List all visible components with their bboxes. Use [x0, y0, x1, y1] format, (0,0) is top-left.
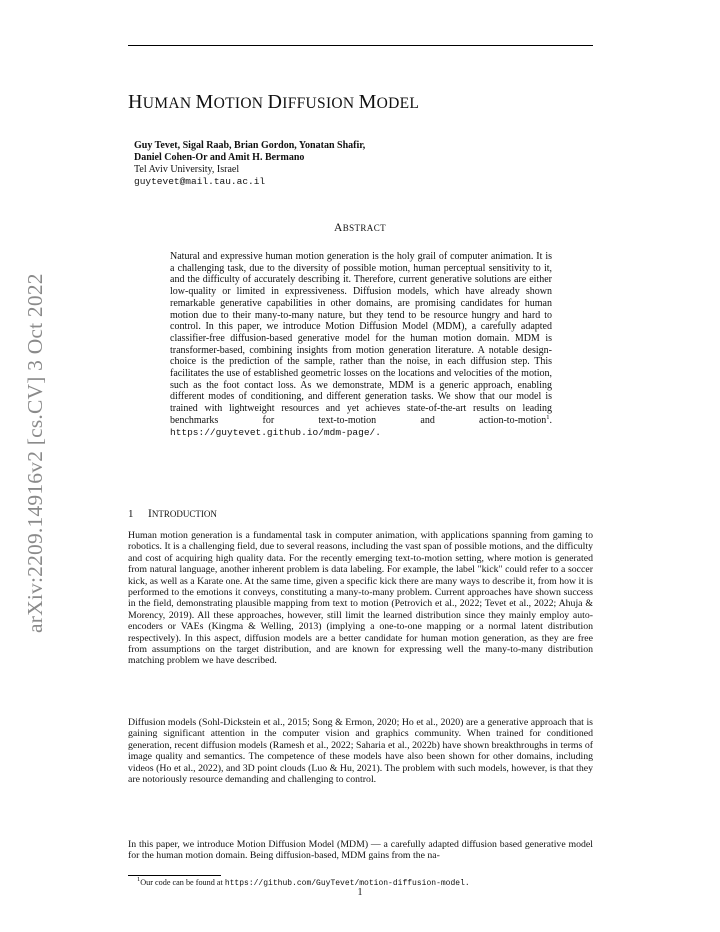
top-rule: [128, 45, 593, 46]
arxiv-stamp: arXiv:2209.14916v2 [cs.CV] 3 Oct 2022: [23, 273, 47, 633]
abstract-body: Natural and expressive human motion generation is the holy grail of computer animation. It is a challenging task, due to the diversity of possible motion, human perceptual sensitivity to it, and the difficulty of accurately describing it. Therefore, current generative solutions are either low-quality or limited in expressiveness. Diffusion models, which have already shown remarkable generative capabilities in other domains, are promising candidates for human motion due to their many-to-many nature, but they tend to be resource hungry and hard to control. In this paper, we introduce Motion Diffusion Model (MDM), a carefully adapted classifier-free diffusion-based generative model for the human motion domain. MDM is transformer-based, combining insights from motion generation literature. A notable design-choice is the prediction of the sample, rather than the noise, in each diffusion step. This facilitates the use of established geometric losses on the locations and velocities of the motion, such as the foot contact loss. As we demonstrate, MDM is a generic approach, enabling different modes of conditioning, and different generation tasks. We show that our model is trained with lightweight resources and yet achieves state-of-the-art results on leading benchmarks for text-to-motion and action-to-motion: [170, 251, 552, 426]
project-page-link[interactable]: https://guytevet.github.io/mdm-page/.: [170, 426, 381, 438]
title-part: D: [267, 91, 283, 113]
section-heading-introduction: [128, 508, 217, 520]
abstract-suffix: .: [549, 414, 552, 426]
title-part: UMAN: [142, 95, 196, 112]
author-email[interactable]: guytevet@mail.tau.ac.il: [134, 176, 266, 187]
title-part: M: [195, 91, 214, 113]
title-part: ODEL: [376, 95, 420, 112]
paper-title: [128, 91, 419, 114]
intro-paragraph: In this paper, we introduce Motion Diffusion Model (MDM) — a carefully adapted diffusion based generative model for the human motion domain. Being diffusion-based, MDM gains from the na-: [128, 839, 593, 862]
page-number: 1: [357, 887, 363, 898]
section-number: 1: [128, 508, 134, 520]
footnote-rule: [128, 875, 221, 876]
title-part: H: [128, 91, 143, 113]
heading-part: BSTRACT: [342, 223, 387, 233]
author-list: [134, 140, 365, 164]
authors-line: Daniel Cohen-Or and Amit H. Bermano: [134, 152, 305, 163]
footnote-text: Our code can be found at: [140, 878, 225, 887]
intro-paragraph: Diffusion models (Sohl-Dickstein et al., 2015; Song & Ermon, 2020; Ho et al., 2020) are a generative approach that is gaining significant attention in the computer vision and graphics community. When trained for conditioned generation, recent diffusion models (Ramesh et al., 2022; Saharia et al., 2022b) have shown breakthroughs in terms of image quality and semantics. The competence of these models have also been shown for other domains, including videos (Ho et al., 2022), and 3D point clouds (Luo & Hu, 2021). The problem with such models, however, is that they are notoriously resource demanding and challenging to control.: [128, 717, 593, 786]
heading-part: I: [148, 508, 152, 520]
affiliation: Tel Aviv University, Israel: [134, 164, 240, 175]
footnote-number: 1: [137, 876, 141, 883]
footnote-marker[interactable]: 1: [546, 413, 550, 421]
title-part: M: [358, 91, 377, 113]
authors-line: Guy Tevet, Sigal Raab, Brian Gordon, Yonatan Shafir,: [134, 140, 366, 151]
title-part: IFFUSION: [282, 95, 359, 112]
abstract-heading: [0, 222, 720, 234]
code-repo-link[interactable]: https://github.com/GuyTevet/motion-diffusion-model.: [224, 879, 470, 888]
abstract-text: [170, 251, 552, 438]
heading-part: A: [333, 222, 343, 234]
heading-part: NTRODUCTION: [151, 509, 217, 519]
intro-paragraph: Human motion generation is a fundamental task in computer animation, with applications spanning from gaming to robotics. It is a challenging field, due to several reasons, including the vast span of possible motions, and the difficulty and cost of acquiring high quality data. For the recently emerging text-to-motion setting, where motion is generated from natural language, another inherent problem is data labeling. For example, the label "kick" could refer to a soccer kick, as well as a Karate one. At the same time, given a specific kick there are many ways to describe it, from how it is performed to the emotions it conveys, constituting a many-to-many problem. Current approaches have shown success in the field, demonstrating plausible mapping from text to motion (Petrovich et al., 2022; Tevet et al., 2022; Ahuja & Morency, 2019). All these approaches, however, still limit the learned distribution since they mainly employ auto-encoders or VAEs (Kingma & Welling, 2013) (implying a one-to-one mapping or a normal latent distribution respectively). In this aspect, diffusion models are a better candidate for human motion generation, as they are free from assumptions on the target distribution, and are known for expressing well the many-to-many distribution matching problem we have described.: [128, 530, 593, 667]
title-part: OTION: [213, 95, 268, 112]
